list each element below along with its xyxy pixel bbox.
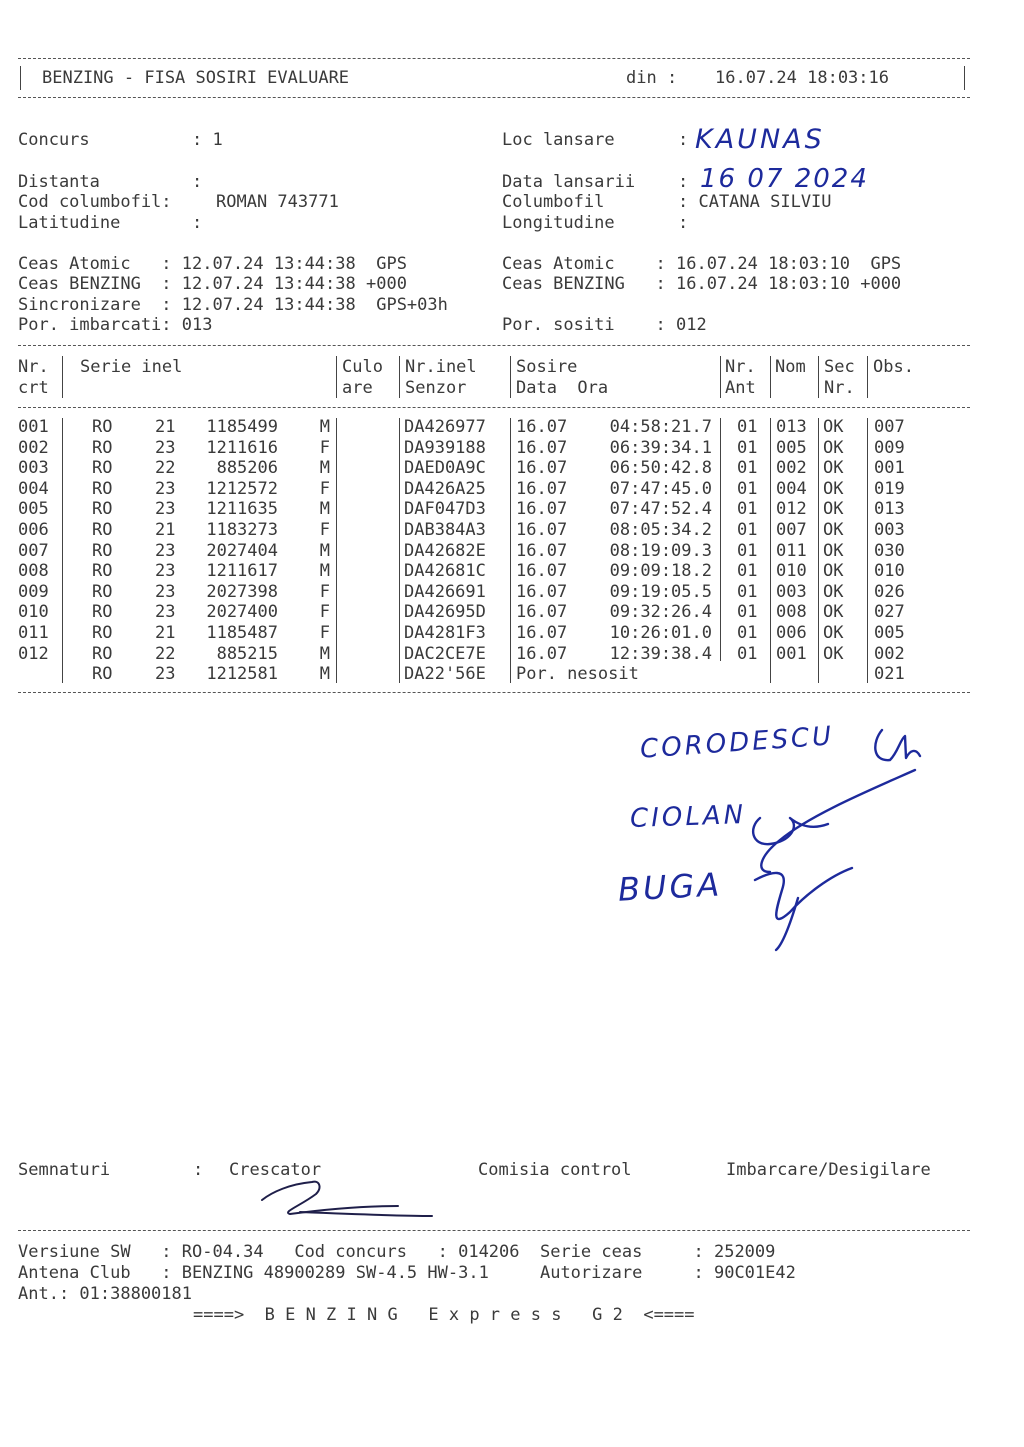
longitudine-value: : — [678, 213, 689, 233]
cell-ora: 09:19:05.5 — [609, 581, 712, 602]
cell-crt: 007 — [18, 540, 49, 561]
cell-sec: OK — [823, 602, 844, 623]
cell-sex: F — [319, 520, 330, 540]
distanta-label: Distanta — [18, 172, 100, 192]
longitudine-label: Longitudine — [502, 213, 615, 233]
cell-nom: 006 — [776, 623, 807, 643]
cell-obs: 001 — [874, 458, 905, 479]
cell-yy: 23 — [155, 499, 176, 520]
comisia-control-label: Comisia control — [478, 1160, 632, 1180]
col-nom: Nom — [775, 357, 806, 377]
imbarcare-desigilare-label: Imbarcare/Desigilare — [726, 1160, 931, 1180]
loc-lansare-colon: : — [678, 130, 689, 150]
cell-sex: F — [319, 623, 330, 643]
cell-obs: 010 — [874, 561, 905, 582]
cell-crt: 006 — [18, 520, 49, 540]
cell-ring: 885206 — [216, 458, 278, 479]
signature-stroke-2 — [776, 898, 798, 950]
cell-sex: M — [319, 499, 330, 520]
cell-yy: 23 — [155, 478, 176, 499]
cell-ro: RO — [92, 581, 113, 602]
antenna-id: Ant.: 01:38800181 — [18, 1284, 192, 1304]
cell-nom: 011 — [776, 540, 807, 561]
cell-ring: 885215 — [216, 643, 278, 664]
cell-ro: RO — [92, 458, 113, 479]
cell-ro: RO — [92, 602, 113, 623]
cell-ring: 2027398 — [206, 581, 278, 602]
semnaturi-colon: : — [193, 1160, 204, 1180]
cell-data: 16.07 — [516, 520, 568, 540]
cell-ora: 09:32:26.4 — [609, 602, 712, 623]
cell-sex: F — [319, 581, 330, 602]
cell-sec: OK — [823, 458, 844, 479]
col-senzor: Senzor — [405, 378, 467, 398]
cell-ant: 01 — [737, 643, 758, 664]
cell-ora: 07:47:52.4 — [609, 499, 712, 520]
concurs-value: : 1 — [192, 130, 223, 150]
cell-ant: 01 — [737, 499, 758, 520]
antena-club: Antena Club : BENZING 48900289 SW-4.5 HW-3.1 Autorizare : 90C01E42 — [18, 1263, 796, 1283]
din-timestamp: 16.07.24 18:03:16 — [715, 68, 889, 88]
cell-senzor: DAED0A9C — [404, 458, 486, 479]
cell-nom: 007 — [776, 520, 807, 540]
cell-data: 16.07 — [516, 643, 568, 664]
semnaturi-label: Semnaturi — [18, 1160, 111, 1180]
cell-sec: OK — [823, 478, 844, 499]
cell-ant: 01 — [737, 437, 758, 458]
cell-nom: 003 — [776, 581, 807, 602]
cell-obs: 005 — [874, 623, 905, 643]
col-culo: Culo — [342, 357, 383, 377]
col-sec-nr: Nr. — [824, 378, 855, 398]
cell-yy: 23 — [155, 602, 176, 623]
cell-senzor: DA426977 — [404, 417, 486, 437]
signature-scribble-1 — [875, 730, 920, 760]
cell-senzor: DA42682E — [404, 540, 486, 561]
cell-obs: 019 — [874, 478, 905, 499]
cell-ring: 2027400 — [206, 602, 278, 623]
cell-senzor: DA426A25 — [404, 478, 486, 499]
data-lansarii-colon: : — [678, 172, 689, 192]
cell-data: 16.07 — [516, 581, 568, 602]
sheet-title: BENZING - FISA SOSIRI EVALUARE — [42, 68, 350, 88]
cell-ring: 1183273 — [206, 520, 278, 540]
cell-ora: 09:09:18.2 — [609, 561, 712, 582]
cell-data: 16.07 — [516, 623, 568, 643]
cell-ro: RO — [92, 540, 113, 561]
cell-ro: RO — [92, 520, 113, 540]
cell-crt: 001 — [18, 417, 49, 437]
cell-yy: 23 — [155, 437, 176, 458]
versiune-sw: Versiune SW : RO-04.34 Cod concurs : 014206 Serie ceas : 252009 — [18, 1242, 776, 1262]
cell-ring: 1211616 — [206, 437, 278, 458]
cell-nom: 005 — [776, 437, 807, 458]
cell-nom: 013 — [776, 417, 807, 437]
col-sec: Sec — [824, 357, 855, 377]
col-ant: Ant — [725, 378, 756, 398]
cell-senzor: DAF047D3 — [404, 499, 486, 520]
cell-senzor: DAB384A3 — [404, 520, 486, 540]
cell-yy: 21 — [155, 623, 176, 643]
signature-stroke-1 — [761, 770, 915, 872]
cell-obs: 009 — [874, 437, 905, 458]
cell-ro: RO — [92, 417, 113, 437]
cell-ring: 2027404 — [206, 540, 278, 561]
col-nr-ant: Nr. — [725, 357, 756, 377]
cell-ring: 1185487 — [206, 623, 278, 643]
cell-sec: OK — [823, 520, 844, 540]
cell-ro: RO — [92, 623, 113, 643]
cell-crt: 002 — [18, 437, 49, 458]
crescator-label: Crescator — [229, 1160, 322, 1180]
cell-ant: 01 — [737, 417, 758, 437]
benzing-express-banner: ====> B E N Z I N G E x p r e s s G 2 <==== — [193, 1305, 695, 1325]
cell-ant: 01 — [737, 478, 758, 499]
cell-nom: 008 — [776, 602, 807, 623]
cell-crt: 004 — [18, 478, 49, 499]
cell-ora: 07:47:45.0 — [609, 478, 712, 499]
cell-ant: 01 — [737, 520, 758, 540]
cell-sex: M — [319, 417, 330, 437]
cell-crt: 003 — [18, 458, 49, 479]
cell-sex: M — [319, 540, 330, 561]
cell-obs: 027 — [874, 602, 905, 623]
cell-yy: 23 — [155, 540, 176, 561]
col-crt: crt — [18, 378, 49, 398]
cell-data: 16.07 — [516, 478, 568, 499]
cell-nom: 001 — [776, 643, 807, 664]
cell-yy: 23 — [155, 561, 176, 582]
cell-ora: 08:05:34.2 — [609, 520, 712, 540]
cell-ora: 06:39:34.1 — [609, 437, 712, 458]
cell-ora: 04:58:21.7 — [609, 417, 712, 437]
cell-obs: 021 — [874, 664, 905, 685]
cell-crt: 005 — [18, 499, 49, 520]
cell-sex: F — [319, 602, 330, 623]
cell-senzor: DA42695D — [404, 602, 486, 623]
cell-crt: 011 — [18, 623, 49, 643]
cell-sex: M — [319, 643, 330, 664]
cell-ring: 1212572 — [206, 478, 278, 499]
cell-ring: 1211635 — [206, 499, 278, 520]
cell-ring: 1211617 — [206, 561, 278, 582]
cell-senzor: DA22'56E — [404, 664, 486, 685]
cell-data: 16.07 — [516, 540, 568, 561]
distanta-value: : — [192, 172, 203, 192]
cell-yy: 23 — [155, 664, 176, 685]
cell-sex: M — [319, 458, 330, 479]
ceas-atomic-end: Ceas Atomic : 16.07.24 18:03:10 GPS — [502, 254, 902, 274]
col-data-ora: Data Ora — [516, 378, 609, 398]
latitudine-value: : — [192, 213, 203, 233]
cell-ant: 01 — [737, 602, 758, 623]
crescator-signature — [262, 1182, 398, 1214]
cell-sex: M — [319, 561, 330, 582]
loc-lansare-handwritten: KAUNAS — [695, 124, 825, 155]
col-nr-inel: Nr.inel — [405, 357, 477, 377]
concurs-label: Concurs — [18, 130, 90, 150]
sincronizare: Sincronizare : 12.07.24 13:44:38 GPS+03h — [18, 295, 448, 315]
cell-ro: RO — [92, 561, 113, 582]
cell-obs: 013 — [874, 499, 905, 520]
cell-data: Por. nesosit — [516, 664, 639, 685]
col-serie-inel: Serie inel — [80, 357, 183, 377]
col-obs: Obs. — [873, 357, 914, 377]
cell-sec: OK — [823, 643, 844, 664]
cell-crt: 010 — [18, 602, 49, 623]
handwritten-name-ciolan: CIOLAN — [629, 799, 747, 835]
cell-ora: 06:50:42.8 — [609, 458, 712, 479]
columbofil-value: : CATANA SILVIU — [678, 192, 832, 212]
cell-ora: 08:19:09.3 — [609, 540, 712, 561]
cell-sex: M — [319, 664, 330, 685]
cell-crt: 009 — [18, 581, 49, 602]
cell-yy: 22 — [155, 458, 176, 479]
cell-sex: F — [319, 478, 330, 499]
latitudine-label: Latitudine — [18, 213, 121, 233]
porumbei-imbarcati: Por. imbarcati: 013 — [18, 315, 213, 335]
cell-yy: 22 — [155, 643, 176, 664]
cell-yy: 21 — [155, 417, 176, 437]
footer-rule — [18, 1230, 970, 1231]
col-sosire: Sosire — [516, 357, 578, 377]
cell-obs: 003 — [874, 520, 905, 540]
ceas-benzing-start: Ceas BENZING : 12.07.24 13:44:38 +000 — [18, 274, 407, 294]
cell-data: 16.07 — [516, 561, 568, 582]
cell-nom: 004 — [776, 478, 807, 499]
handwritten-name-corodescu: CORODESCU — [639, 721, 836, 765]
data-lansarii-handwritten: 16 07 2024 — [700, 164, 869, 194]
cell-ro: RO — [92, 499, 113, 520]
cell-ro: RO — [92, 437, 113, 458]
cell-ant: 01 — [737, 458, 758, 479]
cell-ora: 10:26:01.0 — [609, 623, 712, 643]
cell-ora: 12:39:38.4 — [609, 643, 712, 664]
cell-ro: RO — [92, 643, 113, 664]
ceas-benzing-end: Ceas BENZING : 16.07.24 18:03:10 +000 — [502, 274, 902, 294]
cell-data: 16.07 — [516, 499, 568, 520]
cell-nom: 012 — [776, 499, 807, 520]
data-lansarii-label: Data lansarii — [502, 172, 636, 192]
columbofil-label: Columbofil — [502, 192, 605, 212]
ceas-atomic-start: Ceas Atomic : 12.07.24 13:44:38 GPS — [18, 254, 407, 274]
cell-data: 16.07 — [516, 602, 568, 623]
cod-columbofil-value: ROMAN 743771 — [216, 192, 339, 212]
crescator-signature-underline — [300, 1212, 432, 1216]
din-label: din : — [626, 68, 678, 88]
cell-nom: 010 — [776, 561, 807, 582]
cell-ring: 1212581 — [206, 664, 278, 685]
cell-sex: F — [319, 437, 330, 458]
cell-ro: RO — [92, 478, 113, 499]
cell-sec: OK — [823, 417, 844, 437]
cell-crt: 012 — [18, 643, 49, 664]
cell-nom: 002 — [776, 458, 807, 479]
cell-ant: 01 — [737, 581, 758, 602]
cell-ro: RO — [92, 664, 113, 685]
cell-senzor: DAC2CE7E — [404, 643, 486, 664]
cell-senzor: DA426691 — [404, 581, 486, 602]
cell-sec: OK — [823, 581, 844, 602]
cell-sec: OK — [823, 499, 844, 520]
cell-senzor: DA42681C — [404, 561, 486, 582]
handwritten-name-buga: BUGA — [617, 865, 723, 909]
loc-lansare-label: Loc lansare — [502, 130, 615, 150]
cell-senzor: DA4281F3 — [404, 623, 486, 643]
cell-sec: OK — [823, 437, 844, 458]
col-nr: Nr. — [18, 357, 49, 377]
cell-ant: 01 — [737, 561, 758, 582]
cell-sec: OK — [823, 540, 844, 561]
cell-data: 16.07 — [516, 458, 568, 479]
cell-data: 16.07 — [516, 437, 568, 458]
col-are: are — [342, 378, 373, 398]
cell-senzor: DA939188 — [404, 437, 486, 458]
cell-ant: 01 — [737, 623, 758, 643]
cell-data: 16.07 — [516, 417, 568, 437]
cod-columbofil-label: Cod columbofil: — [18, 192, 172, 212]
cell-crt: 008 — [18, 561, 49, 582]
signature-scribble-3 — [755, 868, 852, 919]
cell-sec: OK — [823, 561, 844, 582]
cell-sec: OK — [823, 623, 844, 643]
cell-yy: 23 — [155, 581, 176, 602]
cell-ring: 1185499 — [206, 417, 278, 437]
cell-obs: 007 — [874, 417, 905, 437]
cell-obs: 030 — [874, 540, 905, 561]
cell-obs: 002 — [874, 643, 905, 664]
cell-yy: 21 — [155, 520, 176, 540]
cell-ant: 01 — [737, 540, 758, 561]
porumbei-sositi: Por. sositi : 012 — [502, 315, 707, 335]
cell-obs: 026 — [874, 581, 905, 602]
